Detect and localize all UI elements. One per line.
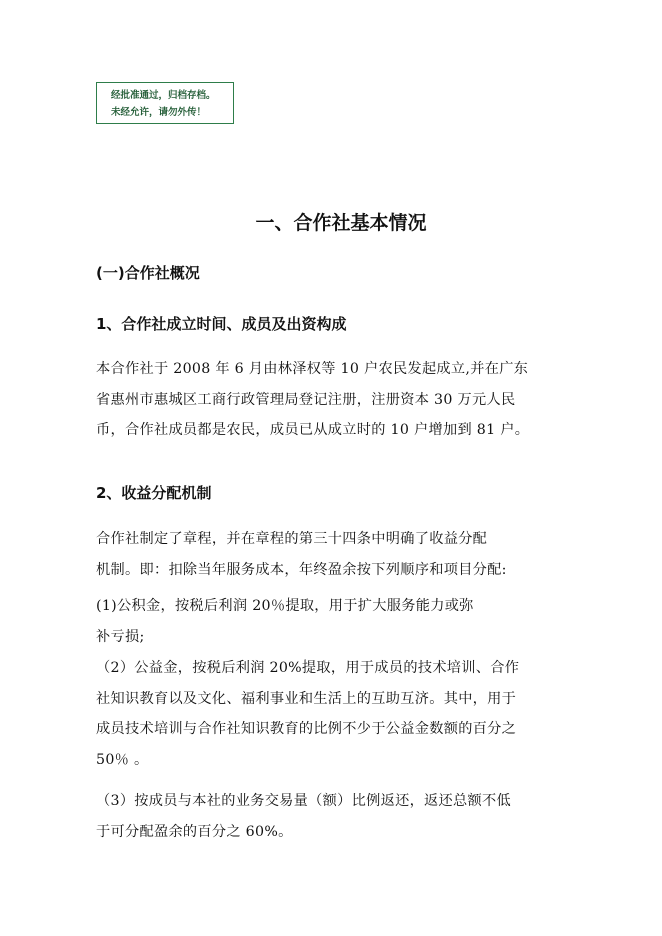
paragraph-line: 机制。即：扣除当年服务成本，年终盈余按下列顺序和项目分配: [96, 561, 507, 578]
heading-distribution: 2、收益分配机制 [96, 484, 212, 502]
paragraph-founding [96, 354, 582, 446]
paragraph-line: 补亏损; [96, 628, 145, 645]
stamp-line-1: 经批准通过，归档存档。 [111, 90, 216, 101]
page-title: 一、合作社基本情况 [255, 212, 427, 234]
paragraph-line: 成员技术培训与合作社知识教育的比例不少于公益金数额的百分之 [96, 721, 517, 737]
list-item-2 [96, 653, 582, 775]
list-item-1 [96, 591, 582, 652]
paragraph-line: 合作社制定了章程，并在章程的第三十四条中明确了收益分配 [96, 531, 488, 547]
list-item-3 [96, 786, 582, 847]
paragraph-line: （3）按成员与本社的业务交易量（额）比例返还，返还总额不低 [96, 793, 511, 809]
paragraph-line: 币，合作社成员都是农民，成员已从成立时的 10 户增加到 81 户。 [96, 422, 530, 438]
section-heading-overview: (一)合作社概况 [96, 264, 200, 282]
approval-stamp [96, 82, 234, 124]
heading-founding: 1、合作社成立时间、成员及出资构成 [96, 315, 347, 333]
paragraph-line: (1)公积金，按税后利润 20％提取，用于扩大服务能力或弥 [96, 598, 474, 614]
paragraph-line: 社知识教育以及文化、福利事业和生活上的互助互济。其中，用于 [96, 690, 517, 707]
paragraph-line: 50％ 。 [96, 751, 149, 768]
paragraph-line: 于可分配盈余的百分之 60%。 [96, 823, 293, 840]
paragraph-line: 省惠州市惠城区工商行政管理局登记注册，注册资本 30 万元人民 [96, 391, 516, 408]
paragraph-distribution [96, 524, 582, 585]
paragraph-line: 本合作社于 2008 年 6 月由林泽权等 10 户农民发起成立,并在广东 [96, 361, 529, 377]
stamp-line-2: 未经允许，请勿外传！ [111, 107, 207, 118]
paragraph-line: （2）公益金，按税后利润 20%提取，用于成员的技术培训、合作 [96, 660, 520, 676]
